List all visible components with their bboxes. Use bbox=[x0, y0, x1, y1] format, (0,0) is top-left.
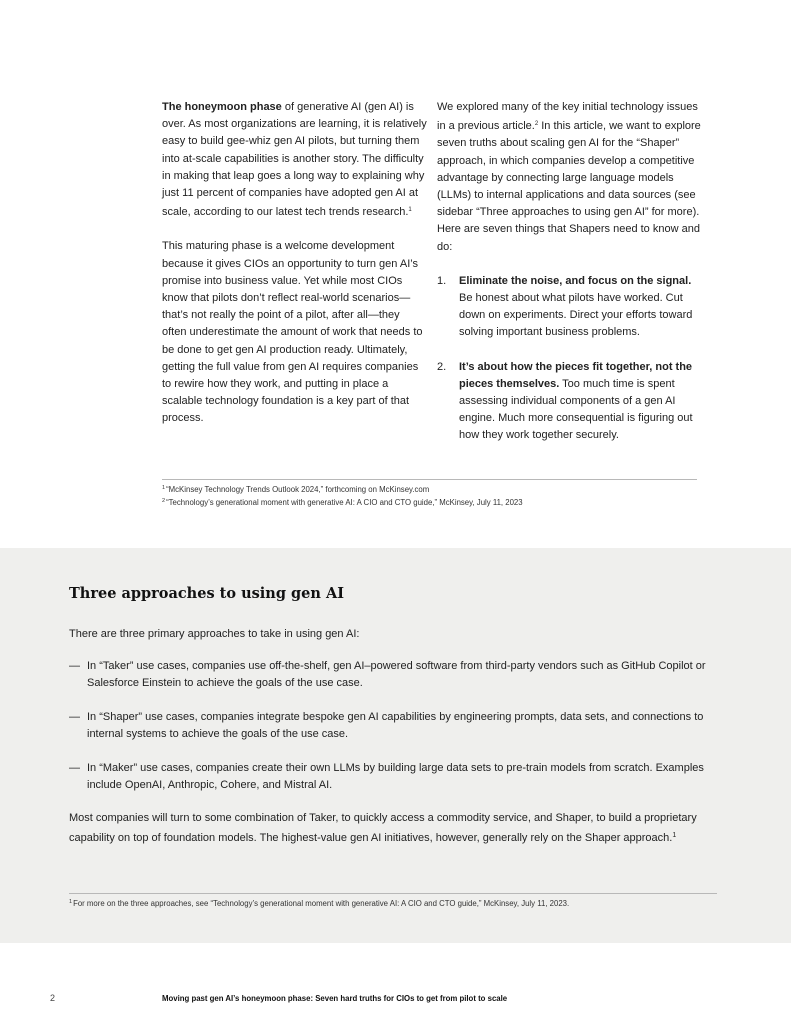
sidebar-footnote-divider bbox=[69, 893, 717, 894]
truth-heading: Eliminate the noise, and focus on the signal. bbox=[459, 274, 692, 287]
truth-item bbox=[433, 359, 701, 445]
truth-body bbox=[459, 359, 701, 445]
bullet-text: In “Shaper” use cases, companies integrate bespoke gen AI capabilities by engineering prompts, data sets, and connections to internal systems to achieve the goals of the use case. bbox=[87, 711, 704, 741]
truth-item bbox=[433, 273, 701, 342]
bullet-text: In “Maker” use cases, companies create their own LLMs by building large data sets to pre-train models from scratch. Examples include OpenAI, Anthropic, Cohere, and Mistral AI. bbox=[87, 762, 704, 792]
running-title: Moving past gen AI’s honeymoon phase: Seven hard truths for CIOs to get from pilot to scale bbox=[162, 994, 508, 1003]
footnote-mark: 1 bbox=[69, 899, 73, 905]
truth-text: Be honest about what pilots have worked. Cut down on experiments. Direct your efforts toward solving important business problems. bbox=[459, 292, 693, 339]
truth-heading: It’s about how the pieces fit together, not the pieces themselves. bbox=[459, 360, 693, 390]
sidebar-bullet bbox=[69, 760, 729, 794]
sidebar-bullet bbox=[69, 709, 729, 743]
paragraph-text: In this article, we want to explore seven truths about scaling gen AI for the “Shaper” approach, in which companies develop a competitive advantage by connecting large language models (LLMs) to internal applications and data sources (see sidebar “Three approaches to using gen AI” for more). Here are seven things that Shapers need to know and do: bbox=[437, 120, 701, 253]
footnote bbox=[162, 496, 702, 509]
footnote bbox=[162, 483, 702, 496]
article-right-column bbox=[433, 99, 701, 445]
dash-bullet: — bbox=[69, 762, 80, 774]
paragraph-text: of generative AI (gen AI) is over. As most organizations are learning, it is relatively easy to build gee-whiz gen AI pilots, but turning them into at-scale capabilities is another story. The difficulty in making that leap goes a long way to explaining why just 11 percent of companies have adopted gen AI at scale, according to our latest tech trends research. bbox=[162, 101, 427, 219]
truth-body bbox=[459, 273, 701, 342]
paragraph-maturing: This maturing phase is a welcome development because it gives CIOs an opportunity to turn gen AI’s promise into business value. Yet while most CIOs know that pilots don’t reflect real-world scenarios—that’s not really the point of a pilot, after all—they often underestimate the amount of work that needs to be done to get gen AI production ready. Ultimately, getting the full value from gen AI requires companies to rewire how they work, and putting in place a scalable technology foundation is a key part of that process. bbox=[162, 240, 423, 425]
footnote-text: “Technology’s generational moment with generative AI: A CIO and CTO guide,” McKinsey, July 11, 2023 bbox=[166, 497, 523, 507]
footnote-ref: 2 bbox=[534, 121, 539, 128]
bullet-text: In “Taker” use cases, companies use off-the-shelf, gen AI–powered software from third-party vendors such as GitHub Copilot or Salesforce Einstein to achieve the goals of the use case. bbox=[87, 660, 706, 690]
paragraph-honeymoon bbox=[162, 99, 427, 221]
footnote-mark: 2 bbox=[162, 497, 166, 504]
sidebar-title: Three approaches to using gen AI bbox=[69, 585, 345, 602]
dash-bullet: — bbox=[69, 660, 80, 672]
footnote-text: For more on the three approaches, see “Technology’s generational moment with generative AI: A CIO and CTO guide,” McKinsey, July 11, 2023. bbox=[73, 899, 570, 908]
footnote-divider bbox=[162, 479, 697, 480]
sidebar-closing bbox=[69, 810, 729, 847]
footnote-ref: 1 bbox=[408, 207, 412, 214]
page-number: 2 bbox=[50, 993, 56, 1003]
truth-number: 1. bbox=[437, 274, 447, 287]
footnote-text: “McKinsey Technology Trends Outlook 2024,” forthcoming on McKinsey.com bbox=[166, 485, 430, 494]
sidebar-box bbox=[0, 548, 791, 943]
footnote-ref: 1 bbox=[672, 832, 677, 840]
article-footnotes bbox=[162, 483, 702, 508]
sidebar-footnote bbox=[69, 897, 729, 910]
dash-bullet: — bbox=[69, 711, 80, 723]
truth-text: Too much time is spent assessing individual components of a gen AI engine. Much more consequential is figuring out how they work together securely. bbox=[459, 377, 693, 442]
sidebar-bullet bbox=[69, 658, 729, 692]
lead-in: The honeymoon phase bbox=[162, 101, 282, 113]
paragraph-text: We explored many of the key initial technology issues in a previous article. bbox=[437, 101, 698, 133]
article-left-column bbox=[162, 99, 427, 428]
paragraph-intro bbox=[433, 99, 701, 256]
truth-number: 2. bbox=[437, 360, 447, 373]
sidebar-intro: There are three primary approaches to take in using gen AI: bbox=[69, 628, 360, 640]
paragraph-text: Most companies will turn to some combination of Taker, to quickly access a commodity service, and Shaper, to build a proprietary capability on top of foundation models. The highest-value gen AI initiatives, however, generally rely on the Shaper approach. bbox=[69, 812, 697, 845]
footnote-mark: 1 bbox=[162, 485, 166, 491]
